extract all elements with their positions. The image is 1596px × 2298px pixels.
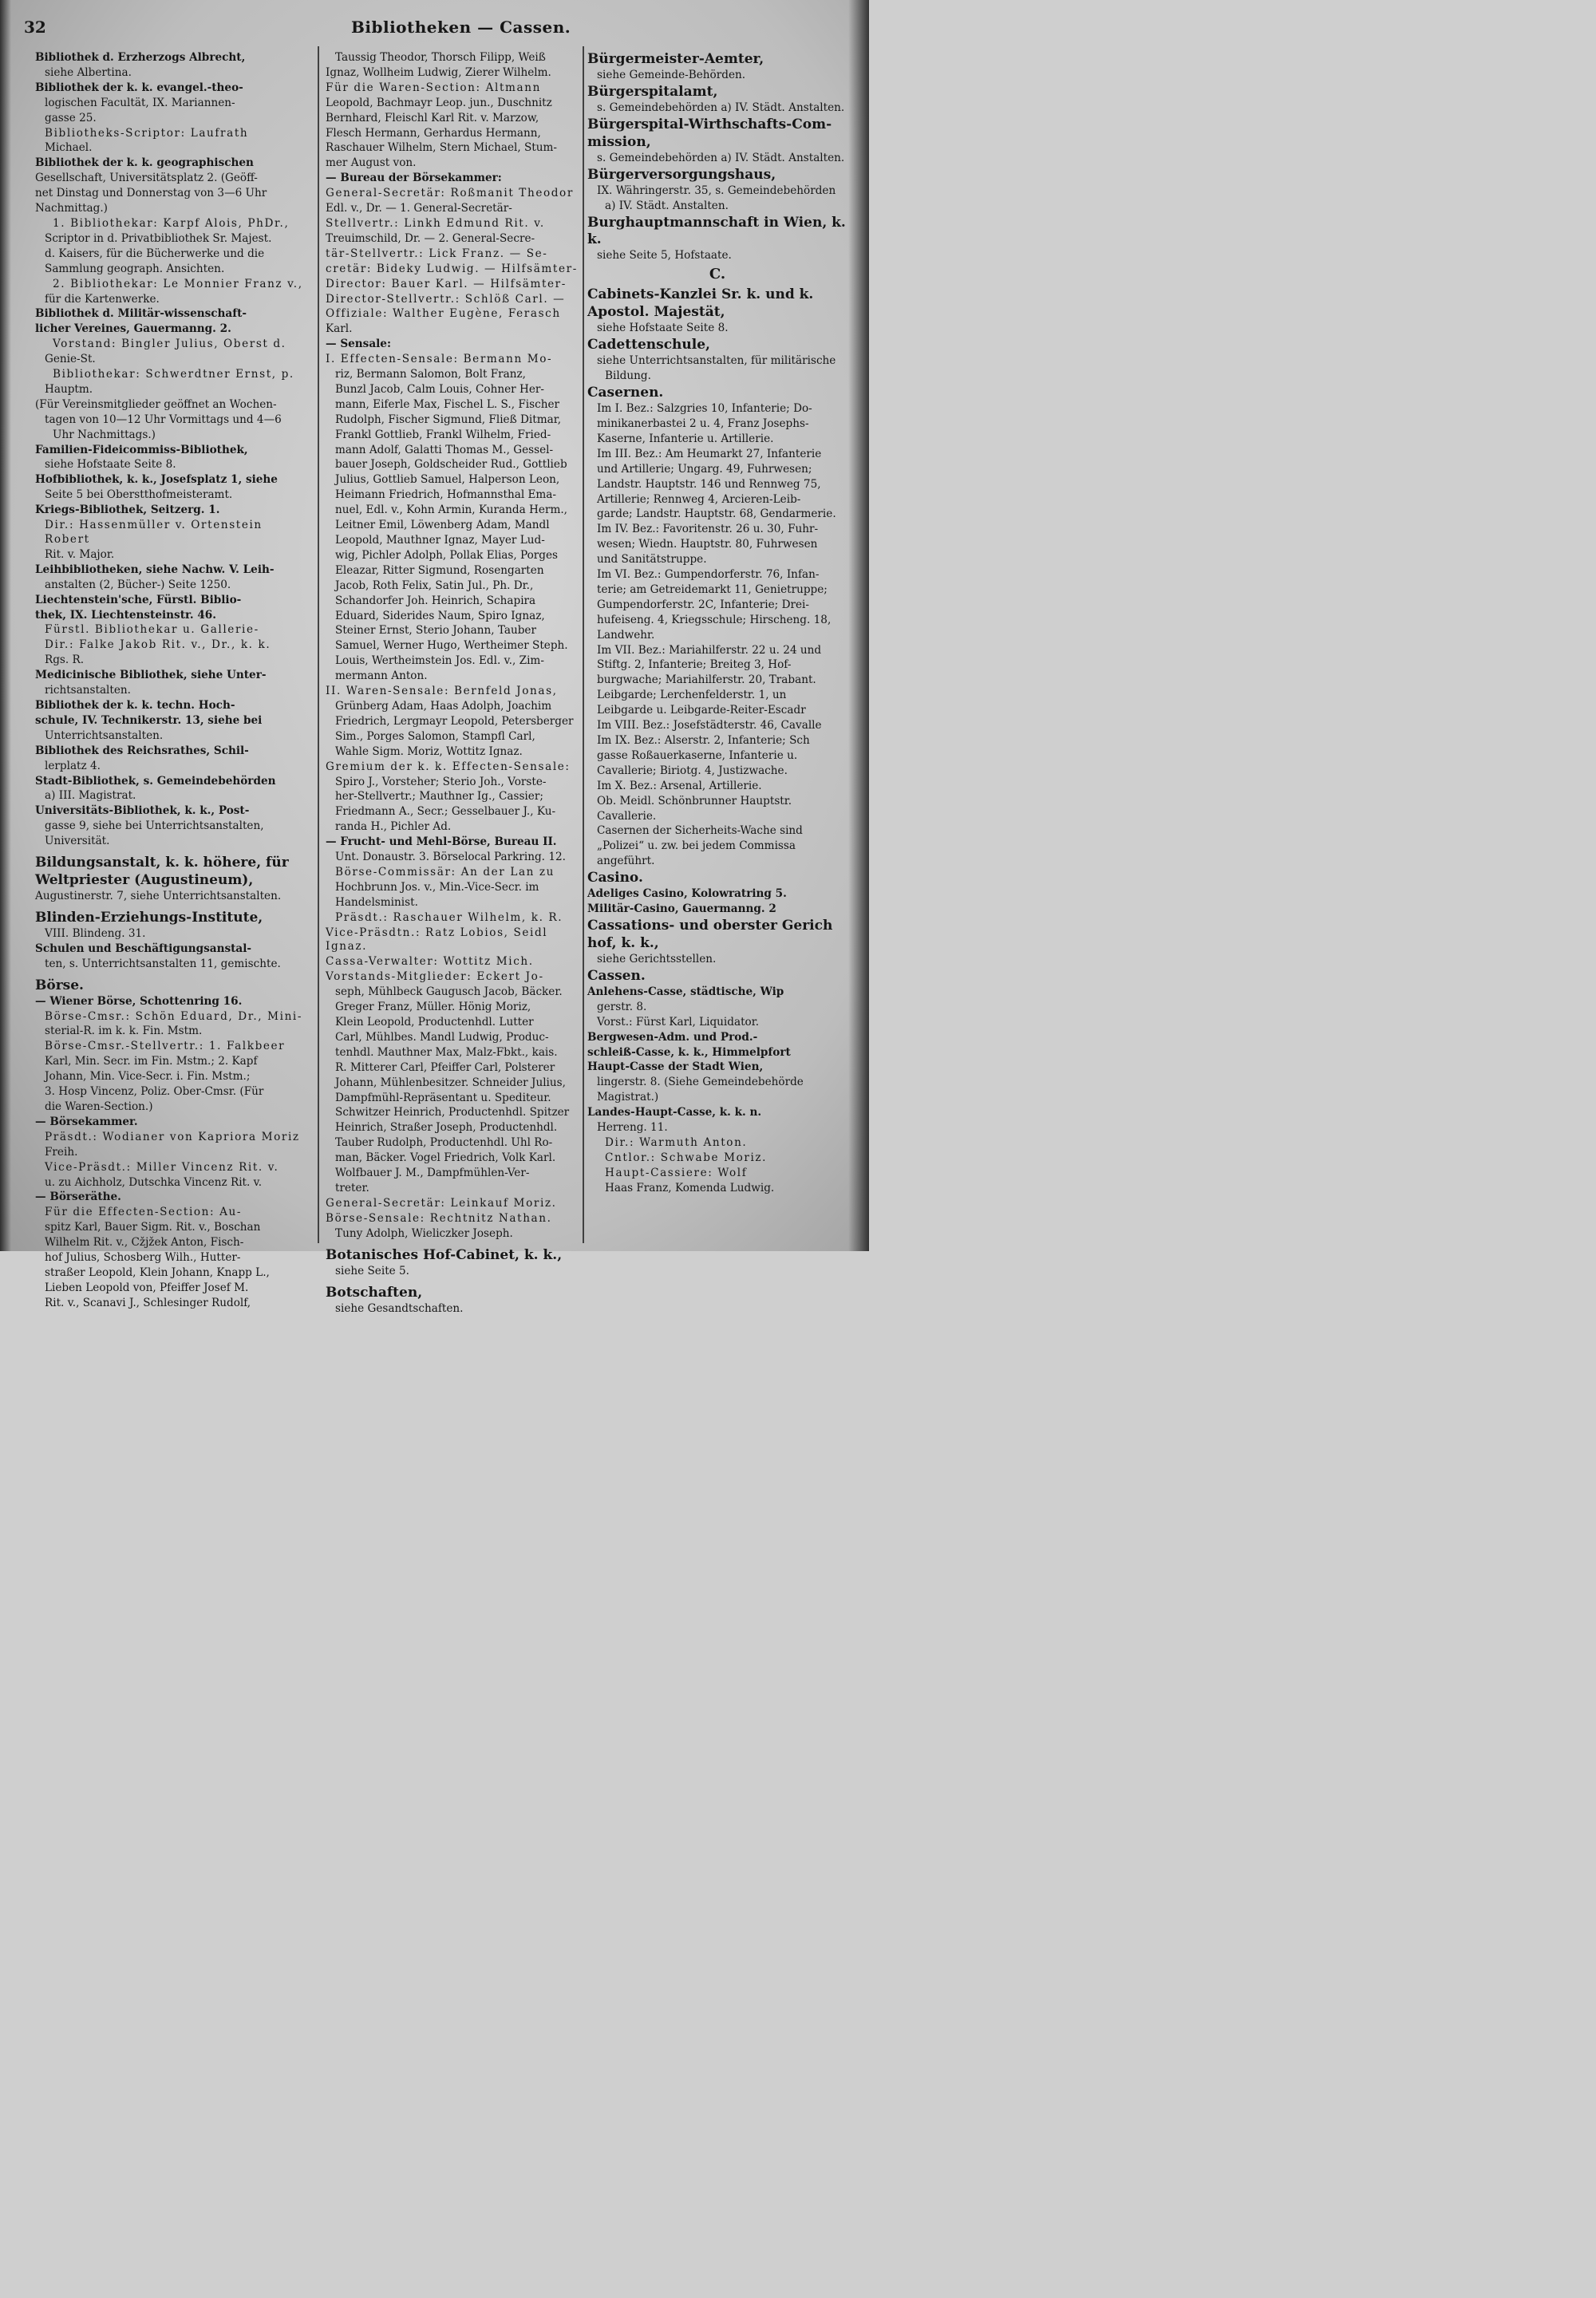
entry-line: Unterrichtsanstalten.	[45, 728, 164, 742]
entry-line: Friedrich, Lergmayr Leopold, Petersberger	[335, 714, 574, 728]
entry-line: nuel, Edl. v., Kohn Armin, Kuranda Herm.,	[335, 503, 567, 517]
entry-line: Jacob, Roth Felix, Satin Jul., Ph. Dr.,	[335, 578, 534, 592]
entry-heading: Stadt-Bibliothek, s. Gemeindebehörden	[35, 774, 276, 788]
entry-line: siehe Gesandtschaften.	[335, 1301, 464, 1315]
entry-line: mann Adolf, Galatti Thomas M., Gessel-	[335, 443, 554, 456]
entry-heading: Weltpriester (Augustineum),	[35, 872, 254, 889]
entry-line: Michael.	[45, 141, 93, 155]
entry-line: randa H., Pichler Ad.	[335, 820, 452, 834]
entry-line: Eleazar, Ritter Sigmund, Rosengarten	[335, 563, 544, 577]
entry-line: gasse 9, siehe bei Unterrichtsanstalten,	[45, 819, 264, 833]
entry-heading: licher Vereines, Gauermanng. 2.	[35, 322, 231, 336]
entry-line: gasse Roßauerkaserne, Infanterie u.	[597, 748, 798, 762]
entry-line: Tauber Rudolph, Productenhdl. Uhl Ro-	[335, 1136, 553, 1150]
entry-line: Ignaz, Wollheim Ludwig, Zierer Wilhelm.	[326, 65, 551, 79]
entry-line: siehe Unterrichtsanstalten, für militärische	[597, 354, 836, 368]
entry-line: gerstr. 8.	[597, 1000, 647, 1013]
entry-line: seph, Mühlbeck Gaugusch Jacob, Bäcker.	[335, 985, 563, 999]
column-divider-2	[583, 46, 584, 1243]
entry-heading: Leihbibliotheken, siehe Nachw. V. Leih-	[35, 563, 275, 576]
entry-line: Leopold, Bachmayr Leop. jun., Duschnitz	[326, 96, 552, 109]
entry-line: Karl.	[326, 322, 353, 336]
entry-line: mer August von.	[326, 156, 417, 170]
entry-line: Louis, Wertheimstein Jos. Edl. v., Zim-	[335, 654, 544, 668]
entry-line: Vorstand: Bingler Julius, Oberst d.	[53, 338, 286, 351]
entry-line: Klein Leopold, Productenhdl. Lutter	[335, 1016, 534, 1029]
entry-line: Vorst.: Fürst Karl, Liquidator.	[597, 1015, 760, 1029]
entry-line: Julius, Gottlieb Samuel, Halperson Leon,	[335, 473, 560, 487]
entry-line: die Waren-Section.)	[45, 1100, 153, 1113]
entry-line: Börse-Cmsr.: Schön Eduard, Dr., Mini-	[45, 1009, 303, 1023]
entry-heading: Schulen und Beschäftigungsanstal-	[35, 942, 252, 955]
entry-line: VIII. Blindeng. 31.	[45, 926, 146, 940]
entry-line: Im VIII. Bez.: Josefstädterstr. 46, Cavalle	[597, 719, 822, 732]
entry-line: 3. Hosp Vincenz, Poliz. Ober-Cmsr. (Für	[45, 1085, 264, 1099]
entry-heading: Bildungsanstalt, k. k. höhere, für	[35, 855, 289, 871]
entry-heading: — Börseräthe.	[35, 1190, 121, 1204]
entry-heading: Bürgermeister-Aemter,	[587, 51, 764, 67]
entry-line: siehe Seite 5, Hofstaate.	[597, 248, 732, 262]
entry-line: Grünberg Adam, Haas Adolph, Joachim	[335, 699, 552, 713]
entry-heading: Bürgerversorgungshaus,	[587, 166, 776, 183]
entry-line: a) IV. Städt. Anstalten.	[605, 199, 729, 212]
entry-line: „Polizei“ u. zw. bei jedem Commissa	[597, 839, 796, 853]
entry-line: General-Secretär: Roßmanit Theodor	[326, 187, 574, 200]
entry-line: Dampfmühl-Repräsentant u. Spediteur.	[335, 1091, 551, 1104]
entry-line: s. Gemeindebehörden a) IV. Städt. Anstalten.	[597, 101, 845, 114]
entry-line: Heinrich, Straßer Joseph, Productenhdl.	[335, 1121, 558, 1135]
column-left	[35, 51, 311, 1312]
entry-line: Leitner Emil, Löwenberg Adam, Mandl	[335, 519, 550, 532]
entry-line: Rgs. R.	[45, 653, 85, 667]
entry-line: Bunzl Jacob, Calm Louis, Cohner Her-	[335, 382, 544, 396]
entry-line: Wahle Sigm. Moriz, Wottitz Ignaz.	[335, 744, 523, 758]
entry-line: hof Julius, Schosberg Wilh., Hutter-	[45, 1251, 241, 1265]
column-middle	[326, 51, 581, 1317]
entry-line: General-Secretär: Leinkauf Moriz.	[326, 1196, 557, 1210]
entry-heading: Bibliothek der k. k. techn. Hoch-	[35, 698, 235, 712]
entry-line: lerplatz 4.	[45, 759, 101, 772]
entry-line: angeführt.	[597, 855, 655, 868]
entry-line: Kaserne, Infanterie u. Artillerie.	[597, 432, 774, 445]
entry-line: Treuimschild, Dr. — 2. General-Secre-	[326, 231, 535, 245]
entry-line: Greger Franz, Müller. Hönig Moriz,	[335, 1001, 531, 1014]
entry-line: logischen Facultät, IX. Mariannen-	[45, 96, 235, 109]
entry-line: 2. Bibliothekar: Le Monnier Franz v.,	[53, 277, 303, 290]
entry-heading: Bibliothek d. Militär-wissenschaft-	[35, 307, 247, 321]
page-number: 32	[24, 18, 46, 37]
entry-line: siehe Gerichtsstellen.	[597, 952, 717, 965]
entry-line: tenhdl. Mauthner Max, Malz-Fbkt., kais.	[335, 1045, 558, 1059]
entry-line: Fürstl. Bibliothekar u. Gallerie-	[45, 623, 259, 637]
entry-line: Sim., Porges Salomon, Stampfl Carl,	[335, 729, 535, 743]
entry-line: tär-Stellvertr.: Lick Franz. — Se-	[326, 247, 548, 260]
entry-heading: Bibliothek d. Erzherzogs Albrecht,	[35, 51, 246, 64]
entry-line: a) III. Magistrat.	[45, 789, 136, 803]
entry-line: Rit. v., Scanavi J., Schlesinger Rudolf,	[45, 1296, 251, 1309]
entry-line: und Sanitätstruppe.	[597, 553, 707, 567]
entry-line: Raschauer Wilhelm, Stern Michael, Stum-	[326, 141, 558, 155]
entry-heading: Casernen.	[587, 385, 664, 401]
entry-line: anstalten (2, Bücher-) Seite 1250.	[45, 578, 231, 591]
entry-heading: Cadettenschule,	[587, 337, 710, 353]
entry-line: Bibliotheks-Scriptor: Laufrath	[45, 126, 249, 140]
entry-line: Handelsminist.	[335, 895, 418, 909]
entry-line: Schandorfer Joh. Heinrich, Schapira	[335, 594, 536, 607]
entry-line: Friedmann A., Secr.; Gesselbauer J., Ku-	[335, 805, 556, 819]
page-header	[24, 18, 837, 40]
entry-line: d. Kaisers, für die Bücherwerke und die	[45, 247, 265, 260]
entry-heading: Cassations- und oberster Gerich	[587, 917, 833, 934]
entry-line: IX. Währingerstr. 35, s. Gemeindebehörden	[597, 184, 836, 197]
entry-heading: Landes-Haupt-Casse, k. k. n.	[587, 1106, 762, 1119]
entry-line: Hochbrunn Jos. v., Min.-Vice-Secr. im	[335, 880, 539, 894]
entry-line: Präsdt.: Raschauer Wilhelm, k. R.	[335, 910, 563, 924]
entry-line: ten, s. Unterrichtsanstalten 11, gemischte.	[45, 957, 281, 970]
entry-heading: Burghauptmannschaft in Wien, k. k.	[587, 214, 846, 247]
entry-line: Taussig Theodor, Thorsch Filipp, Weiß	[335, 51, 546, 64]
entry-line: Börse-Cmsr.-Stellvertr.: 1. Falkbeer	[45, 1040, 286, 1053]
entry-heading: Bürgerspital-Wirthschafts-Com-	[587, 116, 832, 132]
entry-line: Bildung.	[605, 369, 651, 383]
entry-line: Eduard, Siderides Naum, Spiro Ignaz,	[335, 609, 545, 622]
entry-line: Freih.	[45, 1145, 78, 1159]
entry-line: Landwehr.	[597, 628, 655, 642]
letter-section-heading: C.	[709, 266, 726, 283]
entry-line: Haas Franz, Komenda Ludwig.	[605, 1181, 775, 1194]
entry-line: man, Bäcker. Vogel Friedrich, Volk Karl.	[335, 1151, 556, 1165]
entry-line: spitz Karl, Bauer Sigm. Rit. v., Boschan	[45, 1221, 261, 1234]
entry-line: Tuny Adolph, Wieliczker Joseph.	[335, 1226, 513, 1240]
entry-heading: Militär-Casino, Gauermanng. 2	[587, 902, 776, 916]
book-page	[0, 0, 869, 1315]
entry-line: siehe Gemeinde-Behörden.	[597, 69, 746, 81]
entry-line: Cavallerie; Biriotg. 4, Justizwache.	[597, 764, 788, 777]
entry-line: s. Gemeindebehörden a) IV. Städt. Anstalten.	[597, 151, 845, 164]
column-divider-1	[318, 46, 319, 1243]
entry-line: Nachmittag.)	[35, 202, 108, 215]
entry-line: hufeiseng. 4, Kriegsschule; Hirscheng. 18,	[597, 613, 832, 626]
entry-line: Unt. Donaustr. 3. Börselocal Parkring. 12.	[335, 851, 566, 864]
entry-line: und Artillerie; Ungarg. 49, Fuhrwesen;	[597, 462, 812, 476]
entry-heading: Anlehens-Casse, städtische, Wip	[587, 985, 784, 998]
entry-line: Im X. Bez.: Arsenal, Artillerie.	[597, 779, 762, 792]
entry-line: treter.	[335, 1181, 369, 1194]
entry-heading: Adeliges Casino, Kolowratring 5.	[587, 887, 787, 901]
entry-line: Cntlor.: Schwabe Moriz.	[605, 1151, 768, 1164]
entry-line: garde; Landstr. Hauptstr. 68, Gendarmerie.	[597, 507, 836, 521]
entry-heading: Apostol. Majestät,	[587, 304, 725, 321]
entry-line: straßer Leopold, Klein Johann, Knapp L.,	[45, 1265, 270, 1279]
page-shadow-right	[848, 0, 869, 1251]
entry-heading: schule, IV. Technikerstr. 13, siehe bei	[35, 713, 263, 727]
entry-heading: schleiß-Casse, k. k., Himmelpfort	[587, 1045, 791, 1059]
entry-heading: Botschaften,	[326, 1284, 423, 1301]
section-heading: Börse.	[35, 977, 84, 993]
entry-line: Gremium der k. k. Effecten-Sensale:	[326, 760, 571, 773]
entry-line: II. Waren-Sensale: Bernfeld Jonas,	[326, 685, 558, 698]
entry-line: Leopold, Mauthner Ignaz, Mayer Lud-	[335, 534, 545, 547]
entry-heading: Universitäts-Bibliothek, k. k., Post-	[35, 804, 250, 818]
entry-line: Leibgarde u. Leibgarde-Reiter-Escadr	[597, 704, 806, 717]
entry-line: Genie-St.	[45, 353, 96, 366]
entry-line: Edl. v., Dr. — 1. General-Secretär-	[326, 202, 512, 215]
entry-line: Gesellschaft, Universitätsplatz 2. (Geöff-	[35, 172, 258, 185]
entry-line: Seite 5 bei Oberstthofmeisteramt.	[45, 488, 233, 502]
entry-line: Sammlung geograph. Ansichten.	[45, 262, 225, 275]
entry-heading: Bergwesen-Adm. und Prod.-	[587, 1030, 758, 1044]
entry-line: terie; am Getreidemarkt 11, Genietruppe;	[597, 582, 828, 596]
entry-line: Frankl Gottlieb, Frankl Wilhelm, Fried-	[335, 428, 551, 441]
page-shadow-left	[0, 0, 11, 1251]
entry-line: Karl, Min. Secr. im Fin. Mstm.; 2. Kapf	[45, 1055, 258, 1068]
entry-line: Stiftg. 2, Infanterie; Breiteg 3, Hof-	[597, 658, 792, 672]
entry-line: Börse-Commissär: An der Lan zu	[335, 865, 555, 879]
entry-heading: Kriegs-Bibliothek, Seitzerg. 1.	[35, 503, 220, 517]
entry-heading: Cabinets-Kanzlei Sr. k. und k.	[587, 286, 814, 303]
entry-line: Dir.: Warmuth Anton.	[605, 1135, 748, 1149]
entry-line: riz, Bermann Salomon, Bolt Franz,	[335, 368, 527, 381]
section-heading: Cassen.	[587, 967, 646, 984]
entry-line: für die Kartenwerke.	[45, 292, 160, 306]
entry-line: tagen von 10—12 Uhr Vormittags und 4—6	[45, 413, 282, 426]
entry-line: Dir.: Falke Jakob Rit. v., Dr., k. k.	[45, 638, 271, 652]
entry-line: cretär: Bideky Ludwig. — Hilfsämter-	[326, 262, 578, 275]
entry-line: burgwache; Mariahilferstr. 20, Trabant.	[597, 673, 816, 687]
entry-line: Im VI. Bez.: Gumpendorferstr. 76, Infan-	[597, 568, 820, 582]
entry-line: lingerstr. 8. (Siehe Gemeindebehörde	[597, 1076, 804, 1089]
entry-line: Im IX. Bez.: Alserstr. 2, Infanterie; Sch	[597, 734, 810, 747]
entry-line: Johann, Min. Vice-Secr. i. Fin. Mstm.;	[45, 1070, 251, 1084]
entry-line: Vorstands-Mitglieder: Eckert Jo-	[326, 970, 544, 984]
entry-line: minikanerbastei 2 u. 4, Franz Josephs-	[597, 417, 809, 430]
entry-heading: Bibliothek der k. k. geographischen	[35, 156, 254, 170]
entry-line: Gumpendorferstr. 2C, Infanterie; Drei-	[597, 598, 809, 611]
entry-line: Magistrat.)	[597, 1091, 659, 1104]
entry-heading: Liechtenstein'sche, Fürstl. Biblio-	[35, 593, 242, 606]
entry-line: Stellvertr.: Linkh Edmund Rit. v.	[326, 216, 545, 230]
entry-line: (Für Vereinsmitglieder geöffnet an Wochen-	[35, 397, 277, 411]
entry-line: siehe Seite 5.	[335, 1264, 409, 1277]
entry-line: Rudolph, Fischer Sigmund, Fließ Ditmar,	[335, 413, 562, 426]
entry-line: Scriptor in d. Privatbibliothek Sr. Majest.	[45, 231, 272, 245]
entry-heading: mission,	[587, 133, 651, 150]
entry-line: R. Mitterer Carl, Pfeiffer Carl, Polsterer	[335, 1060, 555, 1074]
entry-heading: — Sensale:	[326, 338, 391, 351]
entry-line: Johann, Mühlenbesitzer. Schneider Julius,	[335, 1076, 566, 1089]
entry-line: Im VII. Bez.: Mariahilferstr. 22 u. 24 und	[597, 643, 822, 657]
entry-heading: hof, k. k.,	[587, 934, 659, 951]
entry-line: Cavallerie.	[597, 809, 657, 823]
entry-line: Börse-Sensale: Rechtnitz Nathan.	[326, 1211, 552, 1225]
entry-line: Casernen der Sicherheits-Wache sind	[597, 824, 803, 838]
entry-line: Steiner Ernst, Sterio Johann, Tauber	[335, 624, 536, 638]
entry-line: siehe Albertina.	[45, 65, 132, 79]
entry-line: Heimann Friedrich, Hofmannsthal Ema-	[335, 488, 557, 502]
entry-line: wig, Pichler Adolph, Pollak Elias, Porges	[335, 548, 559, 562]
entry-line: Im IV. Bez.: Favoritenstr. 26 u. 30, Fuhr-	[597, 523, 819, 536]
entry-line: Hauptm.	[45, 382, 93, 396]
entry-heading: Hofbibliothek, k. k., Josefsplatz 1, siehe	[35, 473, 278, 487]
entry-heading: Haupt-Casse der Stadt Wien,	[587, 1060, 764, 1074]
entry-line: siehe Hofstaate Seite 8.	[45, 458, 176, 472]
entry-line: u. zu Aichholz, Dutschka Vincenz Rit. v.	[45, 1175, 263, 1189]
entry-line: Herreng. 11.	[597, 1121, 668, 1135]
entry-line: net Dinstag und Donnerstag von 3—6 Uhr	[35, 187, 267, 200]
entry-heading: Medicinische Bibliothek, siehe Unter-	[35, 669, 267, 682]
entry-line: Carl, Mühlbes. Mandl Ludwig, Produc-	[335, 1030, 549, 1044]
entry-line: Bernhard, Fleischl Karl Rit. v. Marzow,	[326, 111, 539, 124]
entry-line: Im I. Bez.: Salzgries 10, Infanterie; Do-	[597, 402, 812, 416]
entry-line: Samuel, Werner Hugo, Wertheimer Steph.	[335, 639, 568, 653]
entry-line: Flesch Hermann, Gerhardus Hermann,	[326, 126, 541, 140]
entry-line: I. Effecten-Sensale: Bermann Mo-	[326, 353, 553, 366]
entry-line: Vice-Präsdtn.: Ratz Lobios, Seidl Ignaz.	[326, 926, 548, 954]
entry-line: Vice-Präsdt.: Miller Vincenz Rit. v.	[45, 1160, 279, 1174]
entry-line: Universität.	[45, 835, 110, 848]
entry-heading: thek, IX. Liechtensteinstr. 46.	[35, 608, 216, 622]
entry-line: Rit. v. Major.	[45, 547, 115, 561]
entry-line: Cassa-Verwalter: Wottitz Mich.	[326, 955, 534, 969]
entry-heading: — Wiener Börse, Schottenring 16.	[35, 994, 243, 1008]
entry-line: Leibgarde; Lerchenfelderstr. 1, un	[597, 689, 787, 702]
entry-line: Für die Waren-Section: Altmann	[326, 81, 541, 94]
entry-line: Wolfbauer J. M., Dampfmühlen-Ver-	[335, 1167, 530, 1180]
entry-line: her-Stellvertr.; Mauthner Ig., Cassier;	[335, 790, 543, 804]
entry-heading: Bibliothek der k. k. evangel.-theo-	[35, 81, 243, 94]
entry-line: Landstr. Hauptstr. 146 und Rennweg 75,	[597, 477, 821, 491]
entry-heading: Familien-Fideicommiss-Bibliothek,	[35, 443, 248, 456]
entry-line: Bibliothekar: Schwerdtner Ernst, p.	[53, 368, 294, 381]
entry-line: 1. Bibliothekar: Karpf Alois, PhDr.,	[53, 216, 290, 230]
column-right	[587, 51, 847, 1197]
entry-line: sterial-R. im k. k. Fin. Mstm.	[45, 1025, 203, 1038]
entry-heading: Bürgerspitalamt,	[587, 83, 718, 100]
entry-line: Uhr Nachmittags.)	[53, 428, 156, 441]
entry-heading: — Bureau der Börsekammer:	[326, 172, 502, 185]
entry-line: siehe Hofstaate Seite 8.	[597, 322, 729, 335]
entry-line: Präsdt.: Wodianer von Kapriora Moriz	[45, 1130, 300, 1143]
entry-line: Schwitzer Heinrich, Productenhdl. Spitzer	[335, 1106, 570, 1119]
entry-line: Dir.: Hassenmüller v. Ortenstein Robert	[45, 519, 263, 546]
entry-line: Für die Effecten-Section: Au-	[45, 1206, 243, 1219]
entry-line: gasse 25.	[45, 111, 97, 124]
entry-line: Wilhelm Rit. v., Cžjžek Anton, Fisch-	[45, 1236, 244, 1250]
entry-line: Spiro J., Vorsteher; Sterio Joh., Vorste-	[335, 775, 547, 788]
entry-line: Artillerie; Rennweg 4, Arcieren-Leib-	[597, 492, 801, 506]
section-heading: Casino.	[587, 870, 643, 886]
entry-line: Director: Bauer Karl. — Hilfsämter-	[326, 277, 567, 290]
entry-line: Augustinerstr. 7, siehe Unterrichtsanstalten.	[35, 890, 282, 903]
entry-heading: — Frucht- und Mehl-Börse, Bureau II.	[326, 835, 557, 849]
entry-heading: Bibliothek des Reichsrathes, Schil-	[35, 744, 249, 757]
entry-line: Haupt-Cassiere: Wolf	[605, 1166, 748, 1179]
entry-line: bauer Joseph, Goldscheider Rud., Gottlieb	[335, 458, 567, 472]
entry-heading: — Börsekammer.	[35, 1115, 138, 1128]
entry-line: mermann Anton.	[335, 669, 428, 683]
entry-line: Offiziale: Walther Eugène, Ferasch	[326, 307, 561, 321]
entry-heading: Botanisches Hof-Cabinet, k. k.,	[326, 1246, 563, 1263]
entry-line: richtsanstalten.	[45, 684, 131, 697]
entry-line: Lieben Leopold von, Pfeiffer Josef M.	[45, 1281, 249, 1294]
entry-line: wesen; Wiedn. Hauptstr. 80, Fuhrwesen	[597, 538, 818, 551]
entry-heading: Blinden-Erziehungs-Institute,	[35, 909, 263, 926]
entry-line: Director-Stellvertr.: Schlöß Carl. —	[326, 292, 566, 306]
entry-line: Im III. Bez.: Am Heumarkt 27, Infanterie	[597, 447, 822, 460]
entry-line: mann, Eiferle Max, Fischel L. S., Fischer	[335, 397, 560, 411]
running-title: Bibliotheken — Cassen.	[351, 18, 571, 37]
entry-line: Ob. Meidl. Schönbrunner Hauptstr.	[597, 794, 792, 807]
